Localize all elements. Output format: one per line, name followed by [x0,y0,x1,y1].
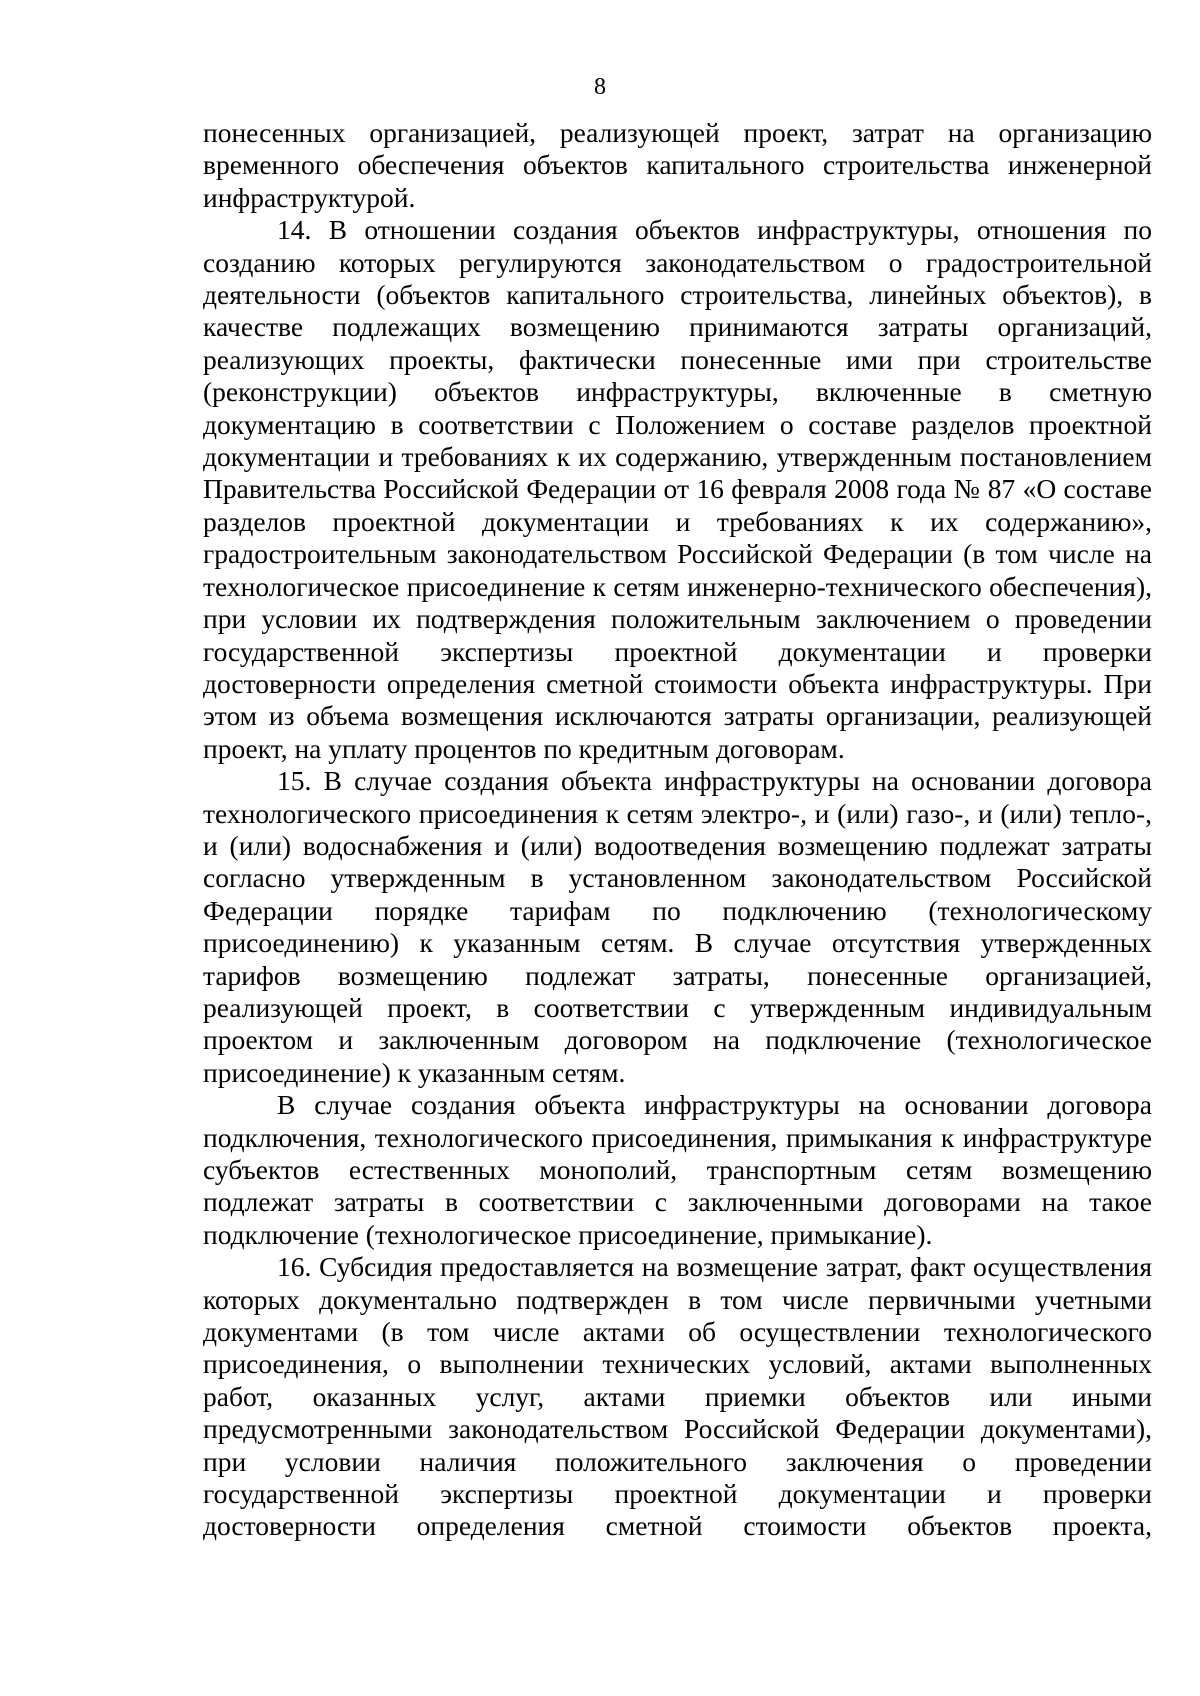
paragraph-clause-14: 14. В отношении создания объектов инфраструктуры, отношения по созданию которых регулируются законодательством о градостроительной деятельности (объектов капитального строительства, линейных объектов), в качестве подлежащих возмещению принимаются затраты организаций, реализующих проекты, фактически понесенные ими при строительстве (реконструкции) объектов инфраструктуры, включенные в сметную документацию в соответствии с Положением о составе разделов проектной документации и требованиях к их содержанию, утвержденным постановлением Правительства Российской Федерации от 16 февраля 2008 года № 87 «О составе разделов проектной документации и требованиях к их содержанию», градостроительным законодательством Российской Федерации (в том числе на технологическое присоединение к сетям инженерно-технического обеспечения), при условии их подтверждения положительным заключением о проведении государственной экспертизы проектной документации и проверки достоверности определения сметной стоимости объекта инфраструктуры. При этом из объема возмещения исключаются затраты организации, реализующей проект, на уплату процентов по кредитным договорам. [203,214,1152,764]
paragraph-continuation: понесенных организацией, реализующей проект, затрат на организацию временного обеспечения объектов капитального строительства инженерной инфраструктурой. [203,117,1152,213]
body-text [203,117,1152,1543]
paragraph-clause-15-continued: В случае создания объекта инфраструктуры на основании договора подключения, технологического присоединения, примыкания к инфраструктуре субъектов естественных монополий, транспортным сетям возмещению подлежат затраты в соответствии с заключенными договорами на такое подключение (технологическое присоединение, примыкание). [203,1089,1152,1250]
paragraph-clause-16: 16. Субсидия предоставляется на возмещение затрат, факт осуществления которых документально подтвержден в том числе первичными учетными документами (в том числе актами об осуществлении технологического присоединения, о выполнении технических условий, актами выполненных работ, оказанных услуг, актами приемки объектов или иными предусмотренными законодательством Российской Федерации документами), при условии наличия положительного заключения о проведении государственной экспертизы проектной документации и проверки достоверности определения сметной стоимости объектов проекта, [203,1251,1152,1542]
paragraph-clause-15: 15. В случае создания объекта инфраструктуры на основании договора технологического присоединения к сетям электро-, и (или) газо-, и (или) тепло-, и (или) водоснабжения и (или) водоотведения возмещению подлежат затраты согласно утвержденным в установленном законодательством Российской Федерации порядке тарифам по подключению (технологическому присоединению) к указанным сетям. В случае отсутствия утвержденных тарифов возмещению подлежат затраты, понесенные организацией, реализующей проект, в соответствии с утвержденным индивидуальным проектом и заключенным договором на подключение (технологическое присоединение) к указанным сетям. [203,765,1152,1088]
page-number: 8 [594,74,606,100]
